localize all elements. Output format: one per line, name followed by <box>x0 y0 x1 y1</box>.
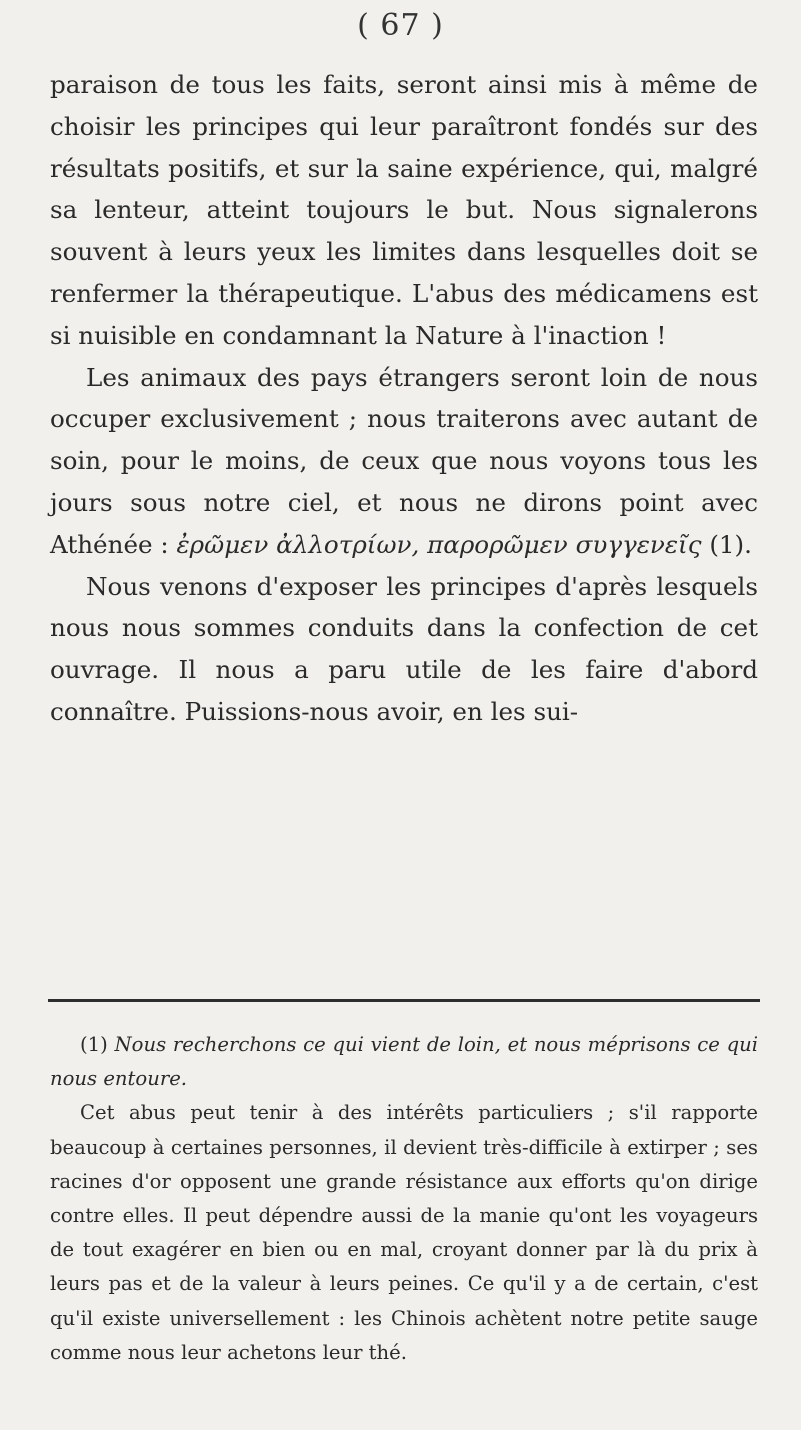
footnote-divider <box>48 999 760 1002</box>
greek-quote: ἐρῶμεν ἀλλοτρίων, παρορῶμεν συγγενεῖς <box>176 529 702 559</box>
page-number: ( 67 ) <box>357 8 444 43</box>
paragraph-1: paraison de tous les faits, seront ainsi mis à même de choisir les principes qui leur paraîtront fondés sur des résultats positifs, et sur la saine expérience, qui, malgré sa lenteur, atteint toujours le but. Nous signalerons souvent à leurs yeux les limites dans lesquelles doit se renfermer la thérapeutique. L'abus des médicamens est si nuisible en condamnant la Nature à l'inaction ! <box>50 70 758 350</box>
paragraph-2-text: Les animaux des pays étrangers seront loin de nous occuper exclusivement ; nous traiterons avec autant de soin, pour le moins, de ceux que nous voyons tous les jours sous notre ciel, et nous ne dirons point avec Athénée : <box>50 362 758 559</box>
footnote-reference: (1). <box>709 529 752 559</box>
footnotes <box>50 1028 758 1370</box>
paragraph-3: Nous venons d'exposer les principes d'après lesquels nous nous sommes conduits dans la confection de cet ouvrage. Il nous a paru utile de les faire d'abord connaître. Puissions-nous avoir, en les sui- <box>50 571 758 726</box>
footnote-1 <box>50 1028 758 1096</box>
main-text <box>50 64 758 733</box>
paragraph-2 <box>50 357 758 566</box>
footnote-translation: Nous recherchons ce qui vient de loin, et nous méprisons ce qui nous entoure. <box>50 1033 758 1091</box>
footnote-2: Cet abus peut tenir à des intérêts particuliers ; s'il rapporte beaucoup à certaines personnes, il devient très-difficile à extirper ; ses racines d'or opposent une grande résistance aux efforts qu'on dirige contre elles. Il peut dépendre aussi de la manie qu'ont les voyageurs de tout exagérer en bien ou en mal, croyant donner par là du prix à leurs pas et de la valeur à leurs peines. Ce qu'il y a de certain, c'est qu'il existe universellement : les Chinois achètent notre petite sauge comme nous leur achetons leur thé. <box>50 1101 758 1364</box>
footnote-mark: (1) <box>80 1033 108 1056</box>
